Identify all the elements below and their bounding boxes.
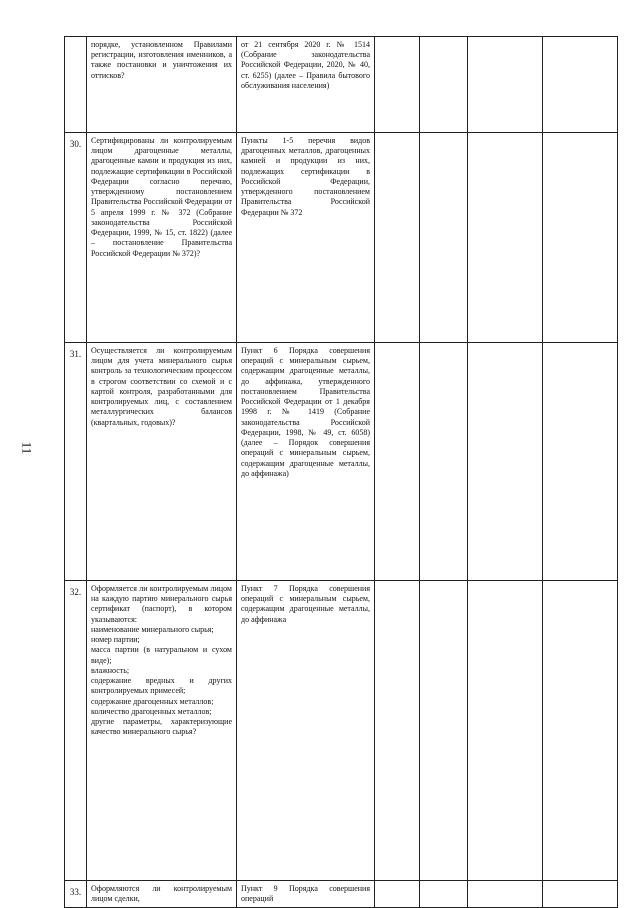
table-row: [65, 133, 618, 343]
reference-cell: Пункт 7 Порядка совершения операций с минеральным сырьем, содержащим драгоценные металлы, до аффинажа: [237, 581, 375, 881]
checklist-table: [64, 36, 618, 908]
reference-cell: Пункты 1-5 перечня видов драгоценных металлов, драгоценных камней и продукции из них, подлежащих сертификации в Российской Федерации, утвержденного постановлением Правительства Российской Федерации № 372: [237, 133, 375, 343]
note-cell: [543, 37, 618, 133]
question-cell: [87, 581, 237, 881]
row-number: 30.: [65, 133, 87, 343]
answer-no-cell: [420, 881, 468, 908]
note-cell: [543, 343, 618, 581]
question-line: влажность;: [91, 665, 130, 675]
answer-yes-cell: [375, 37, 420, 133]
table-row: [65, 881, 618, 908]
answer-na-cell: [468, 133, 543, 343]
note-cell: [543, 581, 618, 881]
note-cell: [543, 133, 618, 343]
reference-cell: Пункт 9 Порядка совершения операций: [237, 881, 375, 908]
answer-no-cell: [420, 133, 468, 343]
question-line: содержание вредных и других контролируемых примесей;: [91, 676, 232, 696]
question-line: содержание драгоценных металлов;: [91, 696, 214, 706]
answer-yes-cell: [375, 343, 420, 581]
question-line: Оформляется ли контролируемым лицом на каждую партию минерального сырья сертификат (паспорт), в котором указываются:: [91, 584, 232, 624]
answer-na-cell: [468, 37, 543, 133]
answer-na-cell: [468, 343, 543, 581]
row-number: [65, 37, 87, 133]
answer-yes-cell: [375, 133, 420, 343]
note-cell: [543, 881, 618, 908]
reference-cell: от 21 сентября 2020 г. № 1514 (Собрание законодательства Российской Федерации, 2020, № 40, ст. 6255) (далее – Правила бытового обслуживания населения): [237, 37, 375, 133]
question-line: количество драгоценных металлов;: [91, 706, 212, 716]
answer-no-cell: [420, 37, 468, 133]
question-cell: порядке, установленном Правилами регистрации, изготовления именников, а также постановки и уничтожения их оттисков?: [87, 37, 237, 133]
answer-yes-cell: [375, 581, 420, 881]
question-line: наименование минерального сырья;: [91, 624, 214, 634]
page-number: 11: [19, 441, 35, 455]
reference-cell: Пункт 6 Порядка совершения операций с минеральным сырьем, содержащим драгоценные металлы, до аффинажа, утвержденного постановлением Правительства Российской Федерации от 1 декабря 1998 г. № 1419 (Собрание законодательства Российской Федерации, 1998, № 49, ст. 6058) (далее – Порядок совершения операций с минеральным сырьем, содержащим драгоценные металлы, до аффинажа): [237, 343, 375, 581]
question-line: другие параметры, характеризующие качество минерального сырья?: [91, 717, 232, 737]
answer-yes-cell: [375, 881, 420, 908]
question-line: номер партии;: [91, 635, 140, 645]
table-row: [65, 37, 618, 133]
question-line: масса партии (в натуральном и сухом виде);: [91, 645, 232, 665]
answer-na-cell: [468, 881, 543, 908]
row-number: 31.: [65, 343, 87, 581]
question-cell: Сертифицированы ли контролируемым лицом драгоценные металлы, драгоценные камни и продукция из них, подлежащие сертификации в Российской Федерации согласно перечню, утвержденному постановлением Правительства Российской Федерации от 5 апреля 1999 г. № 372 (Собрание законодательства Российской Федерации, 1999, № 15, ст. 1822) (далее – постановление Правительства Российской Федерации № 372)?: [87, 133, 237, 343]
table-row: [65, 581, 618, 881]
row-number: 33.: [65, 881, 87, 908]
answer-no-cell: [420, 343, 468, 581]
question-cell: Осуществляется ли контролируемым лицом для учета минерального сырья контроль за технологическим процессом в строгом соответствии со схемой и с картой контроля, разработанными для контролируемых лиц, с составлением металлургических балансов (квартальных, годовых)?: [87, 343, 237, 581]
answer-na-cell: [468, 581, 543, 881]
answer-no-cell: [420, 581, 468, 881]
question-cell: Оформляются ли контролируемым лицом сделки,: [87, 881, 237, 908]
table-row: [65, 343, 618, 581]
row-number: 32.: [65, 581, 87, 881]
